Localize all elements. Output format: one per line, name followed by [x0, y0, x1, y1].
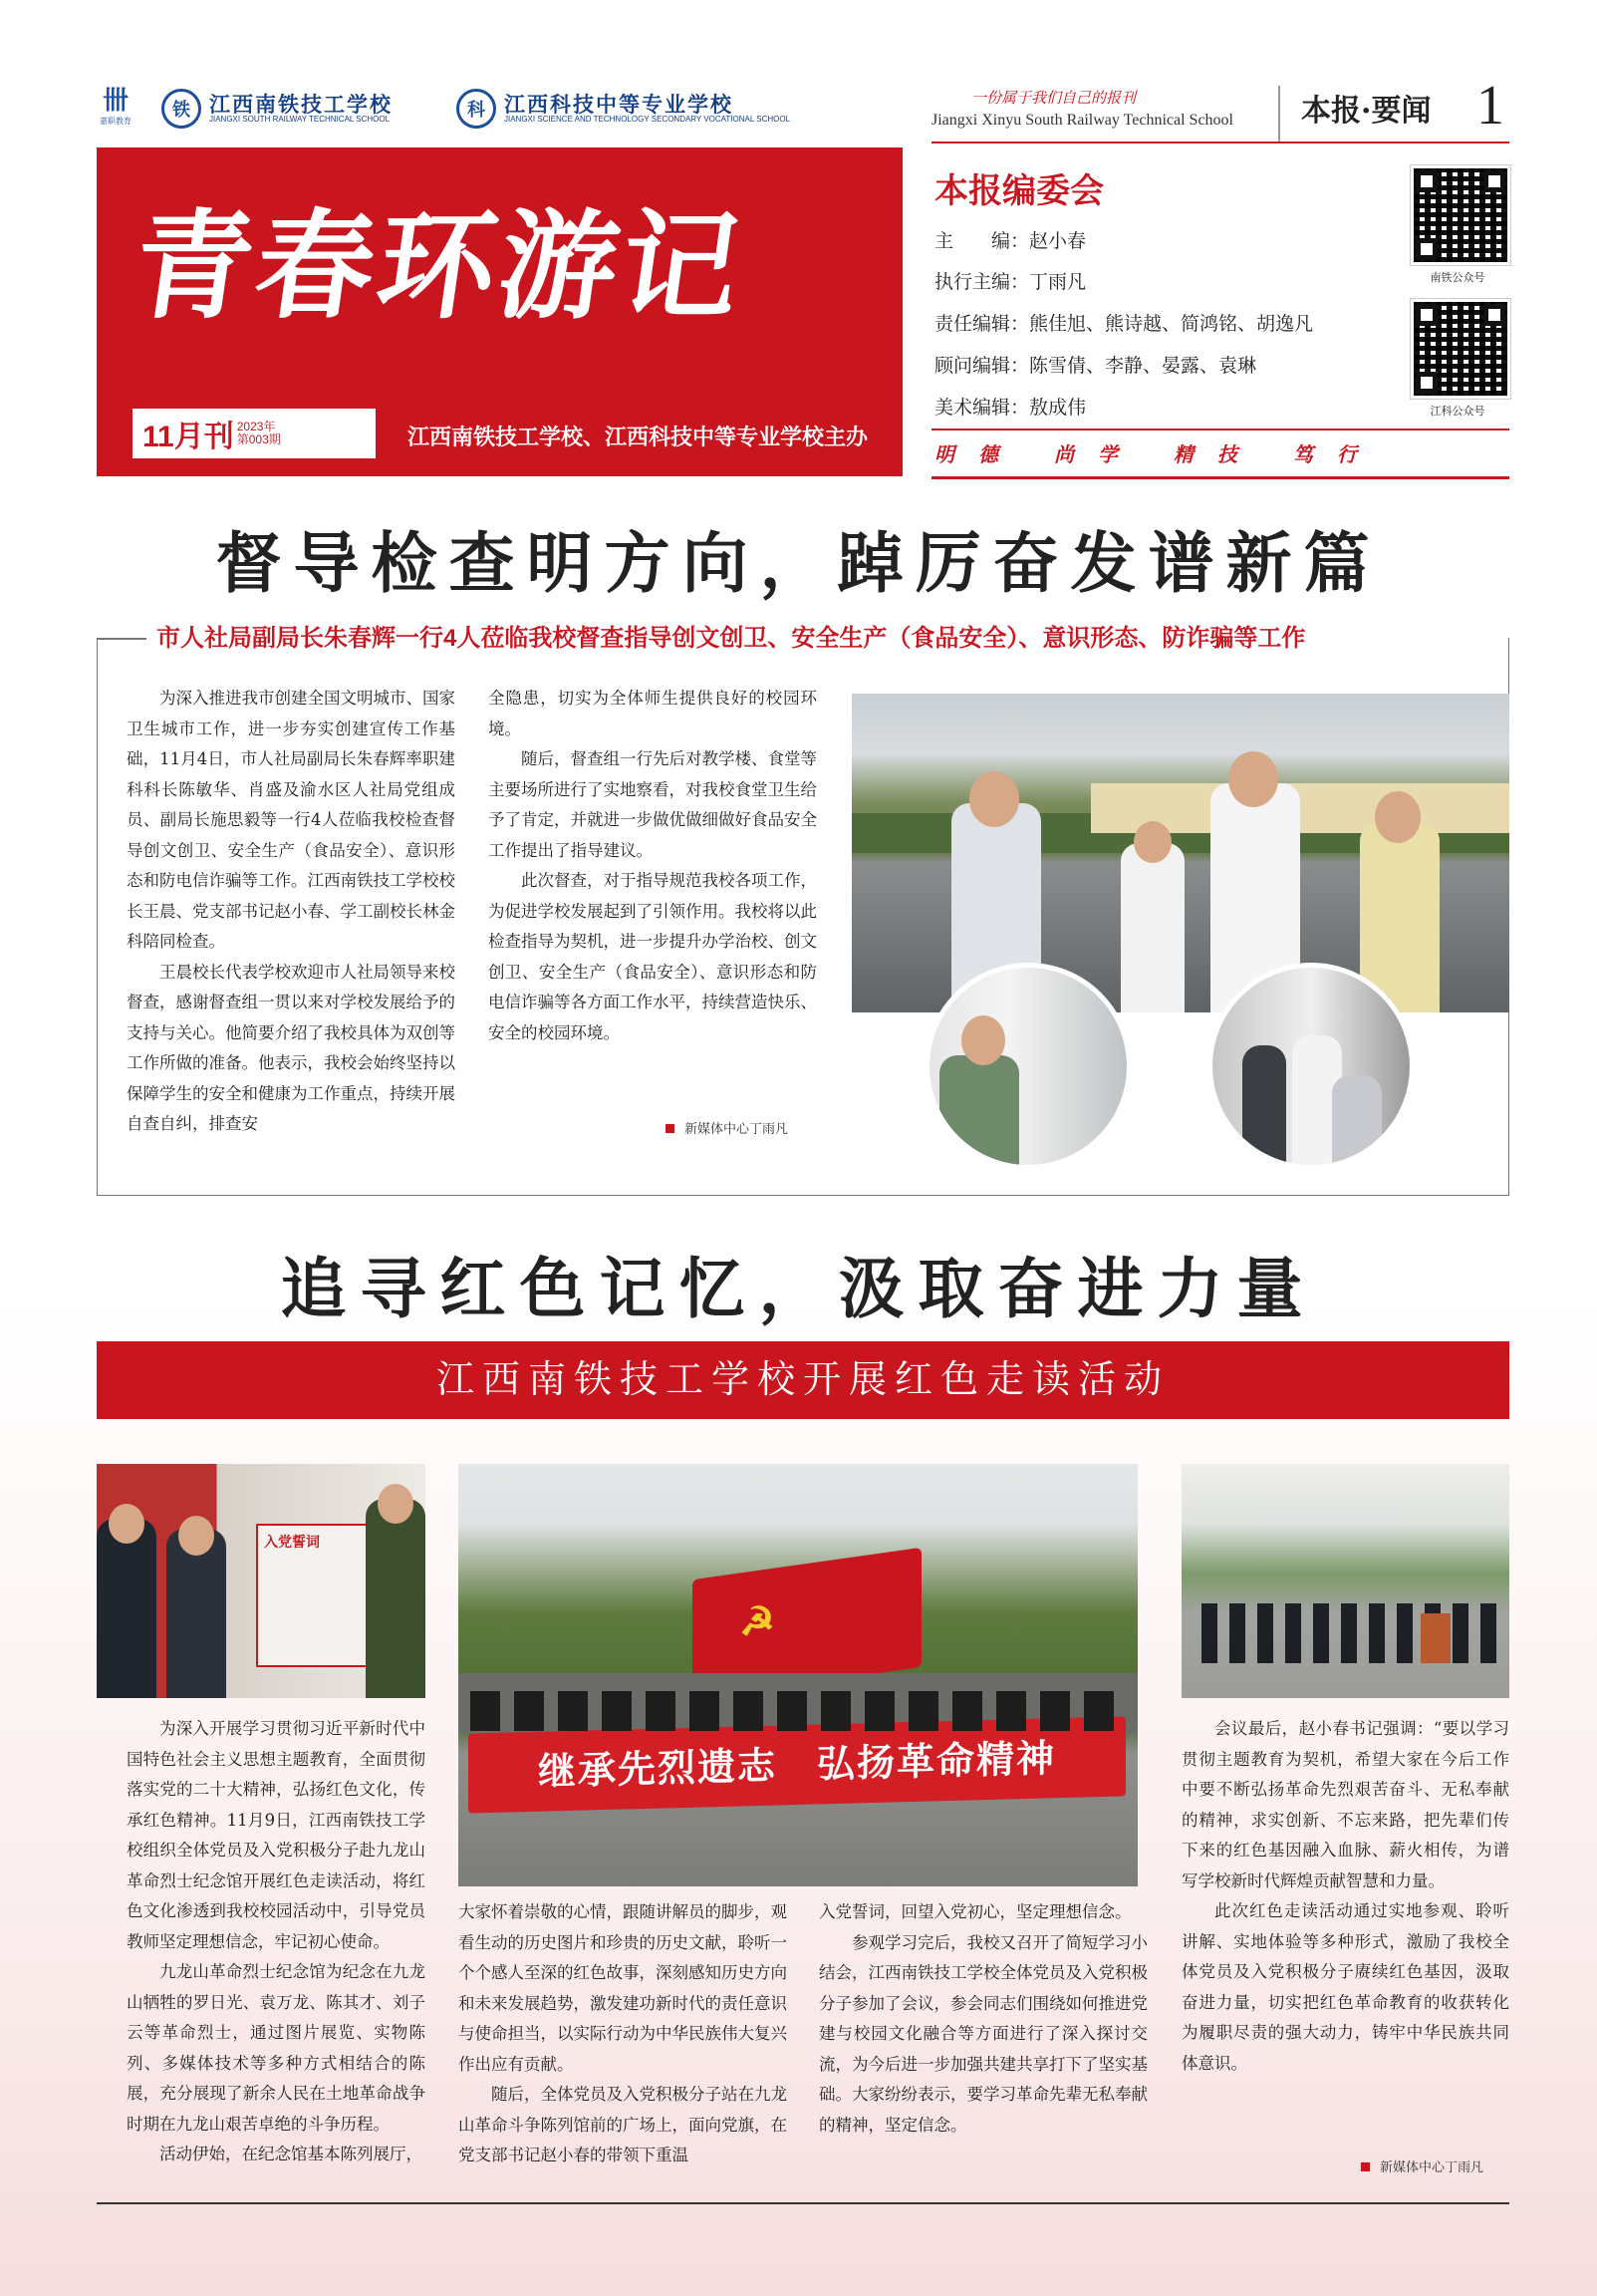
header-divider [1278, 86, 1280, 142]
paragraph: 会议最后，赵小春书记强调：“要以学习贯彻主题教育为契机，希望大家在今后工作中要不断弘扬革命先烈艰苦奋斗、无私奉献的精神，求实创新、不忘来路，把先辈们传下来的红色基因融入血脉、薪火相传，为谱写学校新时代辉煌贡献智慧和力量。 [1182, 1719, 1509, 1890]
kitchen-photo-1 [925, 963, 1132, 1170]
bottom-rule [97, 2202, 1509, 2204]
paragraph: 此次红色走读活动通过实地参观、聆听讲解、实地体验等多种形式，激励了我校全体党员及入党积极分子赓续红色基因，汲取奋进力量，切实把红色革命教育的收获转化为履职尽责的强大动力，铸牢中华民族共同体意识。 [1182, 1901, 1509, 2073]
article1-column-1 [127, 684, 455, 1140]
slogan: 一份属于我们自己的报刊 [971, 89, 1137, 107]
kitchen-photo-2 [1207, 963, 1415, 1170]
school-emblem-icon: 科 [456, 89, 496, 129]
paragraph: 王晨校长代表学校欢迎市人社局领导来校督查，感谢督查组一贯以来对学校发展给予的支持与关心。他简要介绍了我校具体为双创等工作所做的准备。他表示，我校会始终坚持以保障学生的安全和健康为工作重点，持续开展自查自纠，排查安 [127, 962, 455, 1133]
issue-year: 2023年 [236, 419, 276, 433]
qr-code-icon[interactable] [1411, 165, 1510, 265]
motto-rule-bottom [932, 476, 1509, 479]
article1-subhead: 市人社局副局长朱春辉一行4人莅临我校督查指导创文创卫、安全生产（食品安全）、意识形态、防诈骗等工作 [156, 625, 1306, 652]
paragraph: 大家怀着崇敬的心情，跟随讲解员的脚步，观看生动的历史图片和珍贵的历史文献，聆听一个个感人至深的红色故事，深刻感知历史方向和未来发展趋势，激发建功新时代的责任意识与使命担当，以实际行动为中华民族伟大复兴作出应有贡献。 [458, 1902, 787, 2074]
board-title: 本报编委会 [934, 171, 1104, 211]
article2-column-3 [819, 1897, 1148, 2141]
motto-word: 明 德 [934, 442, 1000, 466]
logo-en-2: JIANGXI SCIENCE AND TECHNOLOGY SECONDARY VOCATIONAL SCHOOL [504, 115, 791, 125]
paragraph: 全隐患，切实为全体师生提供良好的校园环境。 [488, 689, 817, 738]
inspection-photo [852, 694, 1509, 1012]
paragraph: 活动伊始，在纪念馆基本陈列展厅， [159, 2145, 422, 2163]
school-motto [934, 438, 1507, 467]
newspaper-title: 青春环游记 [125, 196, 753, 335]
logo-cn-1: 江西南铁技工学校 [209, 92, 393, 118]
board-row: 美术编辑：敖成伟 [934, 397, 1087, 419]
board-row: 主 编：赵小春 [934, 230, 1087, 252]
hammer-sickle-icon: ☭ [739, 1598, 775, 1645]
paragraph: 随后，全体党员及入党积极分子站在九龙山革命斗争陈列馆前的广场上，面向党旗，在党支部书记赵小春的带领下重温 [458, 2085, 787, 2164]
paragraph: 参观学习完后，我校又召开了简短学习小结会，江西南铁技工学校全体党员及入党积极分子参加了会议，参会同志们围绕如何推进党建与校园文化融合等方面进行了深入探讨交流，为今后进一步加强共建共享打下了坚实基础。大家纷纷表示，要学习革命先辈无私奉献的精神，坚定信念。 [819, 1932, 1148, 2135]
masthead [97, 147, 903, 476]
article1-headline: 督导检查明方向，踔厉奋发谱新篇 [215, 525, 1382, 602]
qr-science-tech[interactable] [1411, 299, 1510, 419]
section-name: 本报·要闻 [1301, 94, 1432, 129]
school-english-name: Jiangxi Xinyu South Railway Technical School [932, 112, 1233, 129]
issue-month: 11月刊 [142, 421, 234, 453]
header-rule [932, 142, 1509, 144]
issue-meta [237, 421, 281, 446]
banner-slogan: 继承先烈遗志 弘扬革命精神 [537, 1736, 1056, 1794]
paragraph: 此次督查，对于指导规范我校各项工作，为促进学校发展起到了引领作用。我校将以此检查指导为契机，进一步提升办学治校、创文创卫、安全生产（食品安全）、意识形态和防电信诈骗等各方面工作水平，持续营造快乐、安全的校园环境。 [488, 871, 817, 1042]
article2-headline: 追寻红色记忆，汲取奋进力量 [280, 1251, 1317, 1327]
paragraph: 九龙山革命烈士纪念馆为纪念在九龙山牺牲的罗日光、袁万龙、陈其才、刘子云等革命烈士，通过图片展览、实物陈列、多媒体技术等多种方式相结合的陈展，充分展现了新余人民在土地革命战争时期在九龙山艰苦卓绝的斗争历程。 [127, 1962, 425, 2134]
board-row: 责任编辑：熊佳旭、熊诗越、简鸿铭、胡逸凡 [934, 313, 1314, 335]
school-emblem-icon: 铁 [161, 89, 201, 129]
logo-south-railway [161, 84, 393, 134]
article2-credit: 新媒体中心丁雨凡 [1361, 2156, 1483, 2175]
motto-word: 精 技 [1174, 442, 1239, 466]
group-logo-icon: 卌 [102, 86, 129, 116]
logo-science-tech [456, 84, 790, 134]
group-banner-photo [458, 1464, 1138, 1886]
group-logo-text: 嘉职教育 [100, 117, 132, 126]
logo-en-1: JIANGXI SOUTH RAILWAY TECHNICAL SCHOOL [209, 115, 391, 125]
paragraph: 为深入开展学习贯彻习近平新时代中国特色社会主义思想主题教育，全面贯彻落实党的二十大精神，弘扬红色文化，传承红色精神。11月9日，江西南铁技工学校组织全体党员及入党积极分子赴九龙山革命烈士纪念馆开展红色走读活动，将红色文化渗透到我校校园活动中，引导党员教师坚定理想信念，牢记初心使命。 [127, 1719, 425, 1951]
memorial-hall-photo [97, 1464, 425, 1698]
article2-column-2 [458, 1897, 787, 2171]
oath-photo [1182, 1464, 1509, 1698]
organizer: 江西南铁技工学校、江西科技中等专业学校主办 [407, 425, 869, 449]
oath-wall-text: 入党誓词 [264, 1535, 320, 1551]
qr-label: 南铁公众号 [1430, 271, 1485, 284]
qr-south-railway[interactable] [1411, 165, 1510, 285]
paragraph: 入党誓词，回望入党初心，坚定理想信念。 [819, 1902, 1132, 1921]
qr-code-icon[interactable] [1411, 299, 1510, 399]
issue-number: 第003期 [236, 432, 281, 446]
logo-cn-2: 江西科技中等专业学校 [504, 92, 733, 118]
article1-column-2 [488, 684, 817, 1048]
article2-column-4 [1182, 1714, 1509, 2079]
paragraph: 为深入推进我市创建全国文明城市、国家卫生城市工作，进一步夯实创建宣传工作基础，11月4日，市人社局副局长朱春辉率职建科科长陈敏华、肖盛及渝水区人社局党组成员、副局长施思毅等一行4人莅临我校检查督导创文创卫、安全生产（食品安全）、意识形态和防电信诈骗等工作。江西南铁技工学校校长王晨、党支部书记赵小春、学工副校长林金科陪同检查。 [127, 689, 455, 951]
motto-word: 尚 学 [1054, 442, 1120, 466]
article1-credit: 新媒体中心丁雨凡 [665, 1118, 788, 1137]
motto-word: 笃 行 [1293, 442, 1359, 466]
issue-box [133, 409, 376, 458]
motto-rule-top [932, 429, 1509, 430]
qr-label: 江科公众号 [1430, 405, 1485, 418]
article1-frame-corner [97, 638, 146, 640]
board-row: 顾问编辑：陈雪倩、李静、晏露、袁琳 [934, 355, 1257, 377]
article2-column-1 [127, 1714, 425, 2170]
group-logo [98, 86, 133, 130]
article2-banner: 江西南铁技工学校开展红色走读活动 [97, 1341, 1509, 1419]
page-number: 1 [1476, 75, 1504, 137]
paragraph: 随后，督查组一行先后对教学楼、食堂等主要场所进行了实地察看，对我校食堂卫生给予了肯定，并就进一步做优做细做好食品安全工作提出了指导建议。 [488, 749, 817, 860]
board-row: 执行主编：丁雨凡 [934, 271, 1087, 293]
